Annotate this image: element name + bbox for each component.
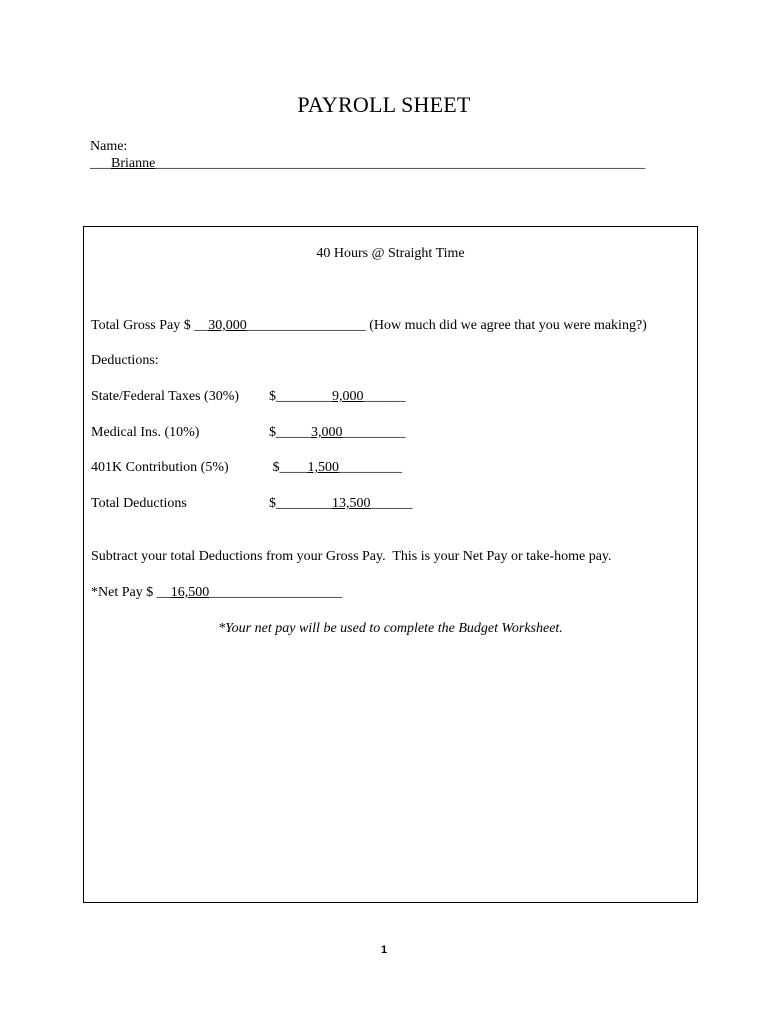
budget-note: *Your net pay will be used to complete the Budget Worksheet. [218,621,563,636]
page-title: PAYROLL SHEET [297,92,471,117]
gross-pay-value: 30,000 [208,318,247,333]
deduction-value: 9,000 [332,389,364,404]
deduction-amount [269,424,406,442]
deduction-value: 3,000 [311,425,343,440]
deduction-pre-blank: $____ [269,460,308,475]
deduction-post-blank: _________ [339,460,402,475]
gross-pay-question: (How much did we agree that you were making?) [365,318,647,333]
deduction-value: 1,500 [307,460,339,475]
deduction-row-taxes [91,388,406,406]
deduction-value: 13,500 [332,496,371,511]
deduction-amount [269,495,413,513]
deductions-label: Deductions: [91,353,159,368]
deduction-amount [269,459,402,477]
deduction-amount [269,388,406,406]
deduction-pre-blank: $________ [269,389,332,404]
deduction-row-total [91,495,413,513]
deduction-pre-blank: $________ [269,496,332,511]
payroll-box [83,226,698,903]
deduction-row-medical [91,424,406,442]
page-number: 1 [380,944,388,956]
gross-pay-label: Total Gross Pay $ __ [91,318,209,333]
net-pay-label: *Net Pay $ __ [91,585,171,600]
deduction-post-blank: ______ [370,496,413,511]
deduction-label: 401K Contribution (5%) [91,460,229,475]
box-heading: 40 Hours @ Straight Time [316,246,465,261]
deduction-label: Total Deductions [91,496,187,511]
name-value: Brianne [111,156,156,171]
name-field [90,138,645,172]
deduction-label: Medical Ins. (10%) [91,425,200,440]
net-pay-value: 16,500 [170,585,210,600]
gross-pay-line [91,317,647,335]
deduction-label: State/Federal Taxes (30%) [91,389,240,404]
deduction-pre-blank: $_____ [269,425,311,440]
deduction-post-blank: ______ [363,389,406,404]
net-pay-line [91,584,342,602]
net-pay-blank: ___________________ [209,585,343,600]
instruction-text: Subtract your total Deductions from your Gross Pay. This is your Net Pay or take-home pay. [91,549,612,564]
name-suffix-blank: ______________________________________________________________________ [155,156,646,171]
deduction-post-blank: _________ [342,425,406,440]
name-prefix-blank: ___ [90,156,111,171]
name-label: Name: [90,139,128,154]
deduction-row-401k [91,459,402,477]
gross-pay-blank: _________________ [246,318,366,333]
